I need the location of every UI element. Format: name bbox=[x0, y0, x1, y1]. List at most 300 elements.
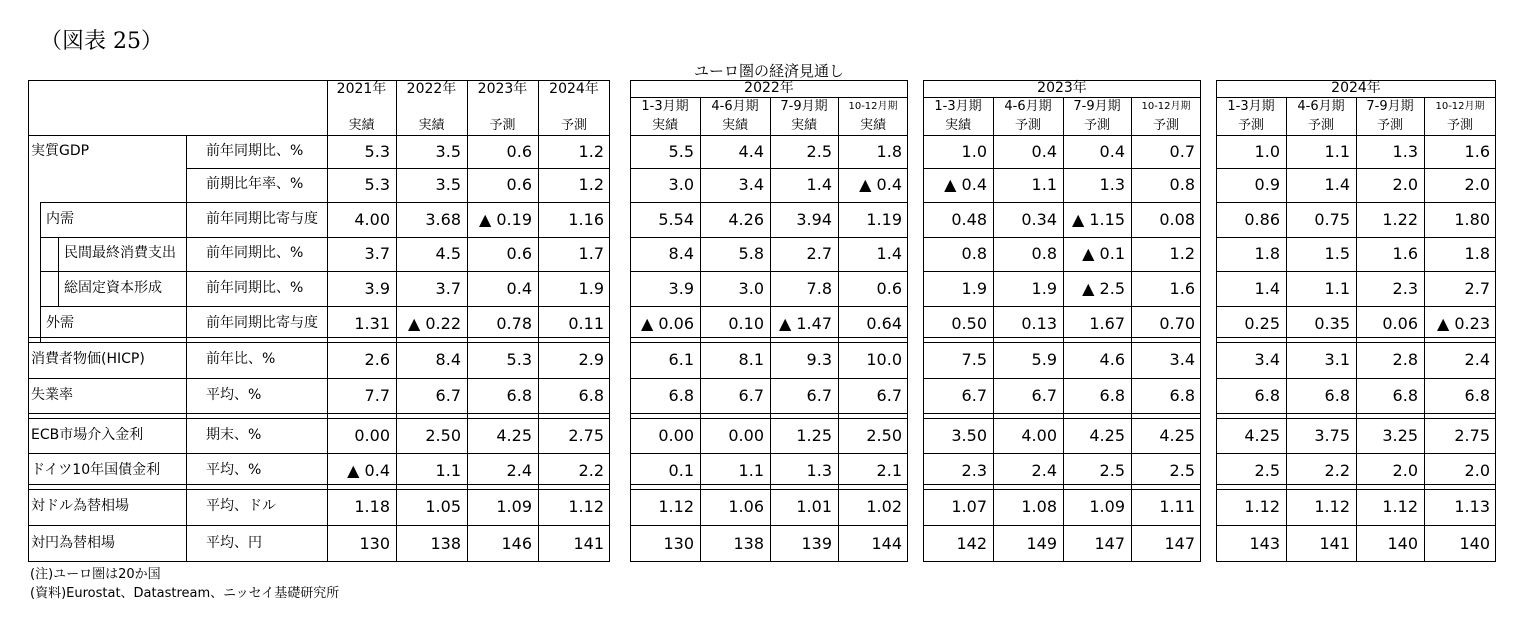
quarter-value: 2.3 bbox=[1392, 279, 1418, 298]
quarter-value: 0.70 bbox=[1159, 314, 1195, 333]
annual-value: 138 bbox=[430, 534, 461, 553]
row-separator-gap bbox=[28, 484, 610, 485]
note-text: (注)ユーロ圏は20か国 bbox=[30, 567, 161, 582]
quarter-value: 2.3 bbox=[961, 461, 987, 480]
row-separator bbox=[1216, 378, 1496, 379]
quarter-value: 6.1 bbox=[668, 350, 694, 369]
table-title: ユーロ圏の経済見通し bbox=[693, 62, 844, 80]
quarter-value: 2.4 bbox=[1031, 461, 1057, 480]
quarter-type-header: 実績 bbox=[651, 118, 678, 133]
row-separator bbox=[630, 418, 908, 419]
row-separator bbox=[630, 525, 908, 526]
quarter-value: 0.8 bbox=[1031, 244, 1057, 263]
row-separator bbox=[923, 202, 1201, 203]
quarter-value: 1.0 bbox=[961, 142, 987, 161]
row-separator-gap bbox=[630, 413, 908, 414]
row-separator bbox=[630, 378, 908, 379]
annual-value: 1.9 bbox=[578, 279, 604, 298]
quarter-value: 2.5 bbox=[1099, 461, 1125, 480]
annual-value: 0.00 bbox=[354, 426, 390, 445]
quarter-type-header: 予測 bbox=[1376, 118, 1403, 133]
quarter-value: ▲ 1.15 bbox=[1071, 210, 1125, 229]
quarter-type-header: 予測 bbox=[1083, 118, 1110, 133]
row-separator-gap bbox=[923, 337, 1201, 338]
row-separator bbox=[630, 342, 908, 343]
quarter-value: 3.75 bbox=[1314, 426, 1350, 445]
row-separator-gap bbox=[630, 337, 908, 338]
quarter-value: 144 bbox=[871, 534, 902, 553]
annual-value: 1.7 bbox=[578, 244, 604, 263]
quarter-type-header: 実績 bbox=[859, 118, 886, 133]
quarter-value: 1.12 bbox=[1382, 497, 1418, 516]
annual-value: 5.3 bbox=[364, 175, 390, 194]
annual-value: 7.7 bbox=[364, 386, 390, 405]
annual-type-header: 予測 bbox=[489, 118, 516, 133]
quarter-value: 2.0 bbox=[1464, 461, 1490, 480]
quarter-value: 4.25 bbox=[1244, 426, 1280, 445]
row-separator bbox=[40, 271, 610, 272]
year-header-rule bbox=[1216, 97, 1496, 98]
quarter-value: 3.1 bbox=[1324, 350, 1350, 369]
annual-value: 3.68 bbox=[425, 210, 461, 229]
annual-year-header: 2022年 bbox=[406, 81, 457, 97]
quarter-value: 1.3 bbox=[1099, 175, 1125, 194]
annual-value: 1.16 bbox=[568, 210, 604, 229]
annual-value: 3.9 bbox=[364, 279, 390, 298]
quarter-value: 1.9 bbox=[961, 279, 987, 298]
annual-value: 3.5 bbox=[435, 175, 461, 194]
annual-value: 0.6 bbox=[506, 175, 532, 194]
quarter-value: 1.01 bbox=[796, 497, 832, 516]
quarter-value: 1.6 bbox=[1464, 142, 1490, 161]
quarter-value: 0.64 bbox=[866, 314, 902, 333]
quarter-value: 8.4 bbox=[668, 244, 694, 263]
annual-value: ▲ 0.22 bbox=[407, 314, 461, 333]
quarter-value: 0.8 bbox=[961, 244, 987, 263]
quarter-value: 1.4 bbox=[1324, 175, 1350, 194]
row-separator bbox=[1216, 418, 1496, 419]
quarter-value: 1.1 bbox=[738, 461, 764, 480]
quarter-type-header: 予測 bbox=[1237, 118, 1264, 133]
annual-value: 130 bbox=[359, 534, 390, 553]
row-unit: 平均、% bbox=[206, 462, 262, 478]
row-unit: 平均、ドル bbox=[206, 498, 276, 514]
quarter-value: 149 bbox=[1026, 534, 1057, 553]
quarter-value: 0.1 bbox=[668, 461, 694, 480]
row-label: 実質GDP bbox=[31, 143, 90, 159]
quarter-value: 1.4 bbox=[1254, 279, 1280, 298]
quarter-header: 7-9月期 bbox=[780, 99, 828, 114]
row-separator bbox=[40, 306, 610, 307]
quarter-value: 1.67 bbox=[1089, 314, 1125, 333]
quarter-value: 2.4 bbox=[1464, 350, 1490, 369]
quarter-header: 10-12月期 bbox=[1141, 101, 1191, 112]
quarter-value: 1.06 bbox=[728, 497, 764, 516]
quarter-header: 1-3月期 bbox=[1227, 99, 1275, 114]
quarter-header: 10-12月期 bbox=[848, 101, 898, 112]
quarter-value: ▲ 0.1 bbox=[1082, 244, 1125, 263]
annual-value: 2.50 bbox=[425, 426, 461, 445]
label-divider bbox=[186, 135, 187, 562]
annual-value: 1.09 bbox=[496, 497, 532, 516]
quarter-value: 0.9 bbox=[1254, 175, 1280, 194]
quarter-value: 141 bbox=[1319, 534, 1350, 553]
quarter-value: 2.50 bbox=[866, 426, 902, 445]
quarter-value: 4.00 bbox=[1021, 426, 1057, 445]
quarter-value: 5.5 bbox=[668, 142, 694, 161]
annual-value: 2.4 bbox=[506, 461, 532, 480]
quarter-value: 147 bbox=[1164, 534, 1195, 553]
annual-value: ▲ 0.19 bbox=[478, 210, 532, 229]
quarter-value: 0.13 bbox=[1021, 314, 1057, 333]
row-separator bbox=[630, 237, 908, 238]
quarter-value: 3.0 bbox=[738, 279, 764, 298]
quarter-value: 4.25 bbox=[1159, 426, 1195, 445]
quarter-value: 1.1 bbox=[1324, 279, 1350, 298]
quarter-value: 4.4 bbox=[738, 142, 764, 161]
annual-value: 4.5 bbox=[435, 244, 461, 263]
row-separator bbox=[923, 378, 1201, 379]
row-separator bbox=[1216, 342, 1496, 343]
quarter-value: 3.4 bbox=[1254, 350, 1280, 369]
quarter-value: 2.0 bbox=[1392, 461, 1418, 480]
annual-value: 1.31 bbox=[354, 314, 390, 333]
row-label: 消費者物価(HICP) bbox=[31, 351, 145, 367]
quarter-value: 1.8 bbox=[876, 142, 902, 161]
quarter-value: 1.3 bbox=[1392, 142, 1418, 161]
annual-value: 0.6 bbox=[506, 142, 532, 161]
annual-value: 3.7 bbox=[435, 279, 461, 298]
annual-value: 3.5 bbox=[435, 142, 461, 161]
row-separator-gap bbox=[923, 484, 1201, 485]
quarter-value: 1.6 bbox=[1392, 244, 1418, 263]
quarter-value: 1.6 bbox=[1169, 279, 1195, 298]
quarter-value: 130 bbox=[663, 534, 694, 553]
annual-type-header: 予測 bbox=[560, 118, 587, 133]
annual-value: 0.11 bbox=[568, 314, 604, 333]
quarter-value: 6.7 bbox=[738, 386, 764, 405]
quarter-value: 140 bbox=[1459, 534, 1490, 553]
row-separator-gap bbox=[28, 413, 610, 414]
quarter-value: 2.0 bbox=[1392, 175, 1418, 194]
quarter-value: 2.5 bbox=[1254, 461, 1280, 480]
row-label: 総固定資本形成 bbox=[64, 280, 162, 296]
quarter-header: 7-9月期 bbox=[1366, 99, 1414, 114]
row-label: ECB市場介入金利 bbox=[31, 427, 144, 443]
annual-year-header: 2024年 bbox=[549, 81, 599, 97]
quarter-value: 3.50 bbox=[951, 426, 987, 445]
row-separator bbox=[923, 525, 1201, 526]
header-rule bbox=[1216, 135, 1496, 136]
row-separator bbox=[630, 202, 908, 203]
quarter-value: 0.75 bbox=[1314, 210, 1350, 229]
quarter-value: 5.54 bbox=[658, 210, 694, 229]
row-separator bbox=[1216, 453, 1496, 454]
quarter-value: 1.25 bbox=[796, 426, 832, 445]
quarter-value: 7.5 bbox=[961, 350, 987, 369]
quarter-value: 147 bbox=[1094, 534, 1125, 553]
quarter-value: 0.50 bbox=[951, 314, 987, 333]
row-separator bbox=[923, 453, 1201, 454]
quarter-value: 1.1 bbox=[1031, 175, 1057, 194]
quarter-value: 0.06 bbox=[1382, 314, 1418, 333]
quarter-value: 1.5 bbox=[1324, 244, 1350, 263]
quarter-value: ▲ 0.23 bbox=[1436, 314, 1490, 333]
quarter-value: 5.8 bbox=[738, 244, 764, 263]
quarter-value: 1.19 bbox=[866, 210, 902, 229]
quarter-value: 3.4 bbox=[738, 175, 764, 194]
quarter-value: 140 bbox=[1387, 534, 1418, 553]
row-unit: 前期比年率、% bbox=[206, 176, 304, 192]
row-separator bbox=[1216, 202, 1496, 203]
annual-value: 1.12 bbox=[568, 497, 604, 516]
row-unit: 前年同期比、% bbox=[206, 245, 304, 261]
quarter-value: 6.8 bbox=[1324, 386, 1350, 405]
row-label: 対ドル為替相場 bbox=[31, 498, 129, 514]
quarter-year-header: 2022年 bbox=[744, 80, 794, 96]
row-separator bbox=[923, 342, 1201, 343]
quarter-value: 0.10 bbox=[728, 314, 764, 333]
row-separator bbox=[186, 168, 610, 169]
quarter-value: 6.7 bbox=[961, 386, 987, 405]
annual-type-header: 実績 bbox=[418, 118, 445, 133]
header-rule bbox=[923, 135, 1201, 136]
source-text: (資料)Eurostat、Datastream、ニッセイ基礎研究所 bbox=[30, 586, 340, 601]
quarter-value: 2.75 bbox=[1454, 426, 1490, 445]
quarter-value: 6.8 bbox=[1464, 386, 1490, 405]
annual-value: ▲ 0.4 bbox=[347, 461, 390, 480]
quarter-value: 1.08 bbox=[1021, 497, 1057, 516]
annual-value: 141 bbox=[573, 534, 604, 553]
quarter-value: 143 bbox=[1249, 534, 1280, 553]
annual-value: 0.6 bbox=[506, 244, 532, 263]
quarter-value: 6.8 bbox=[1169, 386, 1195, 405]
quarter-value: 2.1 bbox=[876, 461, 902, 480]
quarter-year-header: 2023年 bbox=[1037, 80, 1087, 96]
quarter-value: 138 bbox=[733, 534, 764, 553]
row-separator bbox=[630, 306, 908, 307]
annual-value: 146 bbox=[501, 534, 532, 553]
row-separator bbox=[1216, 237, 1496, 238]
quarter-value: 0.48 bbox=[951, 210, 987, 229]
row-separator bbox=[28, 453, 610, 454]
row-unit: 前年同期比寄与度 bbox=[206, 211, 318, 227]
quarter-type-header: 実績 bbox=[790, 118, 817, 133]
header-rule bbox=[28, 135, 610, 136]
quarter-value: 0.00 bbox=[728, 426, 764, 445]
quarter-value: 8.1 bbox=[738, 350, 764, 369]
row-label: 失業率 bbox=[31, 387, 73, 403]
quarter-value: 0.86 bbox=[1244, 210, 1280, 229]
quarter-value: 7.8 bbox=[806, 279, 832, 298]
quarter-value: 4.6 bbox=[1099, 350, 1125, 369]
annual-value: 6.8 bbox=[578, 386, 604, 405]
quarter-header: 1-3月期 bbox=[641, 99, 689, 114]
quarter-value: 10.0 bbox=[866, 350, 902, 369]
quarter-value: 1.8 bbox=[1464, 244, 1490, 263]
row-separator bbox=[28, 342, 610, 343]
row-separator bbox=[28, 378, 610, 379]
annual-year-header: 2021年 bbox=[336, 81, 387, 97]
annual-value: 2.9 bbox=[578, 350, 604, 369]
quarter-value: ▲ 0.4 bbox=[944, 175, 987, 194]
quarter-value: 2.8 bbox=[1392, 350, 1418, 369]
quarter-header: 7-9月期 bbox=[1073, 99, 1121, 114]
row-separator bbox=[923, 489, 1201, 490]
row-unit: 前年同期比、% bbox=[206, 143, 304, 159]
annual-value: 2.6 bbox=[364, 350, 390, 369]
quarter-value: 3.25 bbox=[1382, 426, 1418, 445]
quarter-value: 6.7 bbox=[876, 386, 902, 405]
annual-value: 5.3 bbox=[364, 142, 390, 161]
row-separator bbox=[923, 271, 1201, 272]
quarter-value: 0.6 bbox=[876, 279, 902, 298]
quarter-value: 1.3 bbox=[806, 461, 832, 480]
quarter-value: 3.0 bbox=[668, 175, 694, 194]
quarter-value: 6.7 bbox=[1031, 386, 1057, 405]
annual-value: 1.18 bbox=[354, 497, 390, 516]
quarter-value: 1.4 bbox=[876, 244, 902, 263]
quarter-value: 1.2 bbox=[1169, 244, 1195, 263]
annual-value: 1.2 bbox=[578, 142, 604, 161]
row-unit: 期末、% bbox=[206, 427, 262, 443]
row-separator bbox=[630, 453, 908, 454]
annual-value: 6.7 bbox=[435, 386, 461, 405]
quarter-value: 1.80 bbox=[1454, 210, 1490, 229]
quarter-value: 0.25 bbox=[1244, 314, 1280, 333]
quarter-value: 0.4 bbox=[1099, 142, 1125, 161]
quarter-value: 2.7 bbox=[806, 244, 832, 263]
quarter-value: 6.7 bbox=[806, 386, 832, 405]
quarter-value: 1.12 bbox=[1244, 497, 1280, 516]
quarter-value: 1.22 bbox=[1382, 210, 1418, 229]
row-separator bbox=[1216, 271, 1496, 272]
quarter-value: 2.0 bbox=[1464, 175, 1490, 194]
quarter-type-header: 予測 bbox=[1446, 118, 1473, 133]
row-separator bbox=[28, 489, 610, 490]
quarter-value: 1.8 bbox=[1254, 244, 1280, 263]
quarter-value: ▲ 2.5 bbox=[1082, 279, 1125, 298]
row-separator bbox=[1216, 489, 1496, 490]
annual-value: 1.1 bbox=[435, 461, 461, 480]
quarter-value: ▲ 1.47 bbox=[778, 314, 832, 333]
annual-year-header: 2023年 bbox=[477, 81, 528, 97]
row-label: 対円為替相場 bbox=[31, 535, 115, 551]
quarter-value: 9.3 bbox=[806, 350, 832, 369]
quarter-value: 1.13 bbox=[1454, 497, 1490, 516]
quarter-year-header: 2024年 bbox=[1331, 80, 1381, 96]
annual-value: 6.8 bbox=[506, 386, 532, 405]
quarter-value: 3.94 bbox=[796, 210, 832, 229]
row-separator-gap bbox=[1216, 413, 1496, 414]
annual-value: 3.7 bbox=[364, 244, 390, 263]
annual-value: 0.4 bbox=[506, 279, 532, 298]
quarter-value: 1.1 bbox=[1324, 142, 1350, 161]
annual-value: 1.05 bbox=[425, 497, 461, 516]
quarter-value: 1.02 bbox=[866, 497, 902, 516]
row-separator bbox=[923, 418, 1201, 419]
annual-value: 8.4 bbox=[435, 350, 461, 369]
row-separator-gap bbox=[28, 337, 610, 338]
row-separator-gap bbox=[1216, 337, 1496, 338]
row-separator-gap bbox=[630, 484, 908, 485]
year-header-rule bbox=[630, 97, 908, 98]
quarter-header: 4-6月期 bbox=[711, 99, 759, 114]
quarter-value: 6.8 bbox=[1254, 386, 1280, 405]
quarter-value: 3.4 bbox=[1169, 350, 1195, 369]
header-rule bbox=[630, 135, 908, 136]
row-separator bbox=[1216, 168, 1496, 169]
row-unit: 前年比、% bbox=[206, 351, 276, 367]
row-separator-gap bbox=[1216, 484, 1496, 485]
row-label: 内需 bbox=[46, 211, 74, 227]
annual-value: 5.3 bbox=[506, 350, 532, 369]
annual-value: 4.25 bbox=[496, 426, 532, 445]
annual-value: 1.2 bbox=[578, 175, 604, 194]
quarter-value: 1.12 bbox=[658, 497, 694, 516]
row-separator bbox=[1216, 525, 1496, 526]
quarter-value: 1.11 bbox=[1159, 497, 1195, 516]
quarter-value: 4.25 bbox=[1089, 426, 1125, 445]
row-separator bbox=[923, 168, 1201, 169]
quarter-value: 6.8 bbox=[668, 386, 694, 405]
row-separator-gap bbox=[923, 413, 1201, 414]
annual-value: 2.2 bbox=[578, 461, 604, 480]
quarter-type-header: 実績 bbox=[721, 118, 748, 133]
figure-label: （図表 25） bbox=[40, 29, 163, 54]
row-separator bbox=[40, 237, 610, 238]
row-separator bbox=[923, 306, 1201, 307]
row-unit: 平均、% bbox=[206, 387, 262, 403]
quarter-value: 2.2 bbox=[1324, 461, 1350, 480]
row-label: 外需 bbox=[46, 315, 74, 331]
quarter-value: ▲ 0.06 bbox=[640, 314, 694, 333]
row-label: 民間最終消費支出 bbox=[64, 245, 176, 261]
quarter-header: 4-6月期 bbox=[1297, 99, 1345, 114]
annual-value: 2.75 bbox=[568, 426, 604, 445]
quarter-value: 1.09 bbox=[1089, 497, 1125, 516]
row-unit: 平均、円 bbox=[206, 535, 262, 551]
quarter-type-header: 予測 bbox=[1014, 118, 1041, 133]
quarter-value: 139 bbox=[801, 534, 832, 553]
row-unit: 前年同期比寄与度 bbox=[206, 315, 318, 331]
quarter-value: ▲ 0.4 bbox=[859, 175, 902, 194]
quarter-value: 4.26 bbox=[728, 210, 764, 229]
quarter-value: 0.34 bbox=[1021, 210, 1057, 229]
quarter-value: 2.7 bbox=[1464, 279, 1490, 298]
row-unit: 前年同期比、% bbox=[206, 280, 304, 296]
quarter-value: 5.9 bbox=[1031, 350, 1057, 369]
quarter-value: 6.8 bbox=[1099, 386, 1125, 405]
row-separator bbox=[1216, 306, 1496, 307]
row-separator bbox=[630, 168, 908, 169]
row-separator bbox=[630, 489, 908, 490]
quarter-value: 0.8 bbox=[1169, 175, 1195, 194]
row-separator bbox=[630, 271, 908, 272]
row-separator bbox=[923, 237, 1201, 238]
quarter-value: 3.9 bbox=[668, 279, 694, 298]
quarter-header: 1-3月期 bbox=[934, 99, 982, 114]
quarter-value: 0.00 bbox=[658, 426, 694, 445]
quarter-value: 0.4 bbox=[1031, 142, 1057, 161]
quarter-value: 1.0 bbox=[1254, 142, 1280, 161]
quarter-value: 1.07 bbox=[951, 497, 987, 516]
quarter-value: 1.4 bbox=[806, 175, 832, 194]
row-separator bbox=[28, 525, 610, 526]
row-label: ドイツ10年国債金利 bbox=[31, 462, 161, 478]
row-separator bbox=[40, 202, 610, 203]
quarter-value: 0.08 bbox=[1159, 210, 1195, 229]
